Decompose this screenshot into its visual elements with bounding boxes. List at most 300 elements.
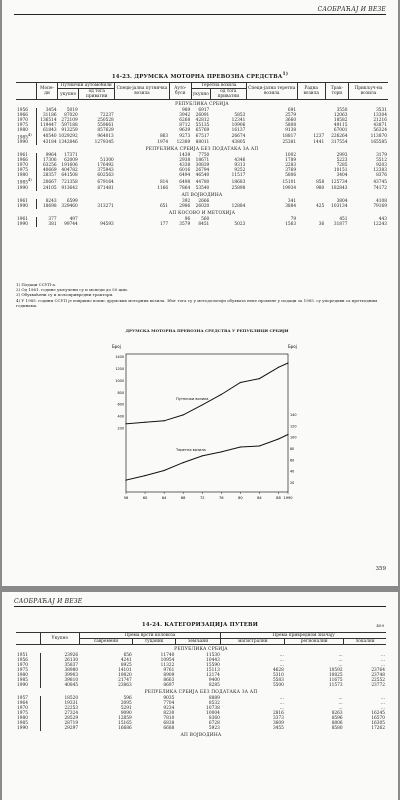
table-cell: 99744 bbox=[64, 221, 78, 227]
table-cell: 18698 bbox=[42, 203, 57, 209]
table-cell: 2938 bbox=[179, 158, 191, 164]
series-point bbox=[144, 475, 145, 476]
row-year-text: 1975 bbox=[17, 711, 28, 716]
table-cell: 651 bbox=[159, 203, 169, 209]
table-cell: 3579 bbox=[179, 221, 191, 227]
table-cell: 2986 bbox=[179, 203, 191, 209]
series-line bbox=[126, 435, 288, 481]
table-cell: 602563 bbox=[97, 173, 114, 179]
table-cell: 341 bbox=[287, 198, 297, 204]
series-point bbox=[164, 470, 165, 471]
table-cell: 62009 bbox=[64, 158, 78, 164]
running-header-left: САОБРАЋАЈ И ВЕЗЕ bbox=[14, 598, 83, 605]
row-year-text: 1975 bbox=[17, 123, 28, 128]
year-col-header bbox=[16, 83, 37, 100]
col-work: Радна возила bbox=[297, 83, 325, 100]
series-label: Путнички возила bbox=[176, 396, 209, 401]
table-cell: 43745 bbox=[373, 179, 387, 185]
table-cell: 39810 bbox=[64, 678, 79, 683]
table-cell: 53540 bbox=[195, 185, 210, 191]
table-cell: 4241 bbox=[120, 658, 132, 663]
table-cell: 12859 bbox=[118, 716, 132, 721]
table-cell: 5500 bbox=[272, 683, 284, 688]
table-cell: 10906 bbox=[231, 123, 246, 128]
series-point bbox=[287, 434, 288, 435]
vehicles-table bbox=[16, 82, 388, 227]
left-unit-label: Број bbox=[112, 344, 121, 349]
table-cell: 9252 bbox=[234, 168, 246, 174]
table-cell: 17371 bbox=[64, 153, 78, 159]
table-cell: 165585 bbox=[370, 140, 387, 146]
right-tick-label: 140 bbox=[290, 413, 297, 417]
table-cell: 497 bbox=[69, 216, 78, 222]
col-buses: Ауто-буси bbox=[169, 83, 191, 100]
footnote: 1) Подаци ССУП-а. bbox=[16, 282, 57, 287]
table-cell: 16245 bbox=[371, 711, 385, 716]
col-regional: регионални bbox=[285, 639, 344, 645]
table-cell: 8263 bbox=[331, 711, 343, 716]
table-cell: 8243 bbox=[45, 198, 57, 204]
table-cell: 23764 bbox=[371, 668, 385, 673]
col-cars-private: од тога приватни bbox=[79, 89, 115, 100]
table-cell: 96 bbox=[184, 216, 191, 222]
footnote: 4) У 1985. години ССУП је извршио попис друмских моторних возила. Због тога су у методологији обухвата неке промене у подаци за 1985. су упоредиви са претходним годинама. bbox=[16, 297, 378, 308]
table-cell: 23863 bbox=[118, 683, 132, 688]
table-cell: 11517 bbox=[231, 173, 246, 179]
row-year-text: 1990 bbox=[17, 683, 28, 688]
table-cell: 8909 bbox=[163, 673, 175, 678]
row-year-text: 1985 bbox=[17, 135, 28, 141]
table-cell: 72237 bbox=[100, 113, 114, 118]
left-tick-label: 600 bbox=[117, 402, 124, 407]
table-cell: 4346 bbox=[234, 158, 246, 164]
table-cell: 88011 bbox=[195, 140, 210, 146]
table-cell: 8230 bbox=[163, 711, 175, 716]
table-cell: 10592 bbox=[328, 668, 343, 673]
table-cell: 38980 bbox=[64, 668, 79, 673]
table-cell: 641508 bbox=[61, 173, 78, 179]
table2-title: 14-24. КАТЕГОРИЗАЦИЈА ПУТЕВИ bbox=[141, 622, 259, 628]
table-cell: 2283 bbox=[285, 163, 297, 169]
table-cell: ... bbox=[380, 701, 385, 706]
roads-table bbox=[16, 632, 386, 739]
table-cell: 36 bbox=[318, 221, 325, 227]
table-cell: 8285 bbox=[208, 683, 220, 688]
table-row bbox=[16, 178, 388, 185]
footnote: 3) Обухваћени су и пољопривредни трактори. bbox=[16, 292, 114, 298]
table-cell: 61843 bbox=[42, 128, 57, 133]
table-cell: 5310 bbox=[272, 673, 284, 678]
table-cell: 1441 bbox=[313, 140, 325, 146]
col-trucks-private: од тога приватни bbox=[210, 89, 246, 100]
table-cell: 21216 bbox=[373, 118, 387, 123]
table-cell: 9761 bbox=[163, 668, 175, 673]
table-cell: 16305 bbox=[371, 721, 385, 726]
table-cell: 12341 bbox=[231, 118, 246, 123]
table-cell: 11675 bbox=[328, 678, 343, 683]
axis-ticks bbox=[115, 355, 296, 500]
table-cell: 863 bbox=[159, 134, 169, 140]
table-cell: 40845 bbox=[64, 683, 79, 688]
table-cell: 9639 bbox=[179, 128, 191, 133]
row-year-text: 1961 bbox=[17, 198, 28, 204]
table-cell: 4108 bbox=[376, 198, 387, 204]
table-cell: 2666 bbox=[198, 198, 210, 204]
table-cell: 26091 bbox=[195, 113, 210, 118]
table-cell: 3884 bbox=[285, 203, 297, 209]
table-cell: 119447 bbox=[40, 123, 57, 128]
section-title: АП ВОЈВОДИНА bbox=[180, 733, 222, 738]
table-cell: 176492 bbox=[97, 163, 114, 169]
table-cell: 22552 bbox=[371, 678, 385, 683]
vehicles-table-body bbox=[16, 100, 388, 227]
table-cell: 5806 bbox=[285, 173, 297, 179]
table-cell: 1166 bbox=[157, 185, 169, 191]
series-point bbox=[202, 404, 203, 405]
row-year-text: 1985 bbox=[17, 678, 28, 683]
year2-col-header bbox=[16, 633, 41, 645]
table-cell: 43871 bbox=[373, 123, 387, 128]
table-cell: 3550 bbox=[336, 108, 348, 113]
table-cell: 2816 bbox=[272, 711, 284, 716]
table-cell: 87020 bbox=[64, 113, 78, 118]
table-cell: 9090 bbox=[120, 711, 132, 716]
table-cell: 55135 bbox=[195, 123, 210, 128]
table-cell: 67517 bbox=[195, 134, 210, 140]
row-year-text: 1985 bbox=[17, 180, 28, 186]
table-cell: ... bbox=[338, 701, 343, 706]
series-label: Теретна возила bbox=[176, 447, 206, 452]
row-footnote-mark: 4) bbox=[27, 133, 32, 137]
series-lines bbox=[125, 362, 288, 480]
row-year-text: 1970 bbox=[17, 163, 28, 169]
table-cell: 42812 bbox=[195, 118, 210, 123]
table-cell: 989 bbox=[182, 108, 191, 113]
series-point bbox=[183, 414, 184, 415]
table-cell: 12884 bbox=[231, 203, 246, 209]
table-cell: 49115 bbox=[333, 123, 348, 128]
x-tick-label: 64 bbox=[161, 496, 167, 500]
row-year-text: 1990 bbox=[17, 185, 28, 191]
table-cell: ... bbox=[380, 653, 385, 658]
table-cell: 7750 bbox=[198, 153, 210, 159]
table-cell: 8376 bbox=[376, 173, 387, 179]
table-cell: 11530 bbox=[206, 653, 220, 658]
row-year-text: 1980 bbox=[17, 716, 28, 721]
table-cell: 8580 bbox=[331, 726, 343, 731]
table-cell: 1029292 bbox=[58, 134, 78, 140]
table-cell: 9138 bbox=[285, 128, 297, 133]
left-tick-label: 400 bbox=[117, 414, 124, 419]
series-point bbox=[164, 420, 165, 421]
table-cell: 103134 bbox=[331, 203, 348, 209]
table-cell: 22253 bbox=[64, 706, 79, 711]
table-cell: 5512 bbox=[376, 158, 387, 164]
right-tick-label: 40 bbox=[290, 469, 295, 474]
table-cell: 3660 bbox=[285, 118, 297, 123]
series-point bbox=[125, 423, 126, 424]
series-point bbox=[183, 462, 184, 463]
series-point bbox=[278, 438, 279, 439]
row-year-text: 1975 bbox=[17, 168, 28, 174]
table-cell: 329460 bbox=[61, 203, 78, 209]
roads-table-body bbox=[16, 645, 386, 740]
table-cell: 11322 bbox=[160, 663, 175, 668]
row-year-text: 1964 bbox=[17, 701, 28, 706]
table-cell: 3609 bbox=[272, 721, 284, 726]
table-cell: 35837 bbox=[64, 663, 79, 668]
table-cell: 857629 bbox=[97, 128, 114, 133]
x-tick-label: 76 bbox=[219, 496, 224, 500]
table-cell: 21747 bbox=[118, 678, 132, 683]
table-cell: 8806 bbox=[331, 721, 343, 726]
section-header-row bbox=[16, 209, 388, 217]
table-cell: 871481 bbox=[97, 185, 114, 191]
col-trucks: Теретна возила bbox=[191, 83, 246, 89]
table-cell: 10004 bbox=[206, 711, 220, 716]
table-cell: 12174 bbox=[206, 673, 220, 678]
col-passenger-cars: Путнички аутомобили bbox=[58, 83, 115, 89]
row-year-text: 1990 bbox=[17, 221, 28, 227]
right-tick-label: 60 bbox=[290, 458, 295, 463]
table-cell: 18817 bbox=[282, 134, 297, 140]
table-cell: 1237 bbox=[313, 134, 325, 140]
table-cell: 6498 bbox=[179, 179, 191, 185]
table-cell: 8360 bbox=[208, 716, 220, 721]
table-cell: 1439 bbox=[179, 153, 191, 159]
col-main: магистрални bbox=[221, 639, 285, 645]
x-tick-label: 1990 bbox=[283, 496, 293, 500]
table-cell: 24105 bbox=[42, 185, 57, 191]
table-cell: 250528 bbox=[97, 118, 114, 123]
table-cell: 11573 bbox=[328, 683, 343, 688]
table-cell: 1342846 bbox=[58, 140, 78, 146]
row-year-text: 1990 bbox=[17, 140, 28, 146]
table-cell: 16686 bbox=[118, 726, 132, 731]
series-point bbox=[259, 445, 260, 446]
table-cell: 8451 bbox=[198, 221, 210, 227]
series-point bbox=[221, 451, 222, 452]
table-cell: 25381 bbox=[282, 140, 297, 146]
table-cell: 14101 bbox=[118, 668, 132, 673]
row-year-text: 1975 bbox=[17, 668, 28, 673]
series-point bbox=[287, 362, 288, 363]
table-cell: 16137 bbox=[231, 128, 246, 133]
table-cell: 381 bbox=[48, 221, 57, 227]
table-cell: 5291 bbox=[120, 706, 132, 711]
table-cell: 317554 bbox=[331, 140, 348, 146]
table-cell: 43805 bbox=[231, 140, 246, 146]
row-year bbox=[16, 133, 37, 140]
x-tick-label: 84 bbox=[257, 496, 262, 500]
table-cell: 17306 bbox=[42, 158, 57, 164]
table-cell: 8712 bbox=[179, 123, 191, 128]
section-title: РЕПУБЛИКА СРБИЈА bbox=[175, 102, 229, 107]
table-row bbox=[16, 140, 388, 145]
table-title-text: 14-23. ДРУМСКА МОТОРНА ПРЕВОЗНА СРЕДСТВА bbox=[111, 73, 283, 80]
table-cell: 19331 bbox=[64, 701, 79, 706]
row-year-text: 1966 bbox=[17, 158, 28, 164]
table-cell: 6599 bbox=[66, 198, 78, 204]
table-cell: 858 bbox=[316, 179, 325, 185]
left-tick-label: 1200 bbox=[115, 366, 124, 371]
table-cell: 79169 bbox=[373, 203, 387, 209]
row-year-text: 1966 bbox=[17, 113, 28, 118]
table-cell: 7704 bbox=[163, 701, 175, 706]
table-cell: 25898 bbox=[231, 185, 246, 191]
table-cell: 23926 bbox=[64, 653, 79, 658]
col-trucks-total: укупно bbox=[191, 89, 210, 100]
table-cell: 23748 bbox=[371, 673, 385, 678]
col-gravel: туцаник bbox=[133, 639, 176, 645]
table-cell: 10443 bbox=[206, 658, 220, 663]
table-cell: 74172 bbox=[373, 185, 387, 191]
table-cell: 12389 bbox=[176, 140, 191, 146]
row-year-text: 1980 bbox=[17, 128, 28, 133]
table-cell: 15113 bbox=[206, 668, 220, 673]
row-year-text: 1957 bbox=[17, 696, 28, 701]
table-cell: 272109 bbox=[61, 118, 78, 123]
table-cell: 19934 bbox=[282, 185, 297, 191]
table-cell: 425 bbox=[316, 203, 325, 209]
table-cell: 9273 bbox=[179, 134, 191, 140]
table-cell: 10738 bbox=[206, 706, 220, 711]
table-cell: ... bbox=[279, 696, 284, 701]
table-cell: ... bbox=[338, 663, 343, 668]
table-cell: 8596 bbox=[331, 716, 343, 721]
table-cell: 691 bbox=[287, 108, 297, 113]
footnotes bbox=[16, 282, 388, 308]
table-cell: 12383 bbox=[373, 168, 387, 174]
table-cell: 404782 bbox=[61, 168, 78, 174]
col-local: локални bbox=[344, 639, 386, 645]
row-year-text: 1990 bbox=[17, 726, 28, 731]
table-cell: ... bbox=[279, 663, 284, 668]
table-cell: 67001 bbox=[333, 128, 348, 133]
table-cell: 8663 bbox=[163, 678, 175, 683]
right-tick-label: 120 bbox=[290, 424, 297, 429]
table-cell: 5223 bbox=[336, 158, 348, 164]
table-cell: 1002 bbox=[285, 153, 297, 159]
table-cell: 8889 bbox=[208, 696, 220, 701]
table-cell: 79 bbox=[290, 216, 297, 222]
table-cell: 443 bbox=[378, 216, 387, 222]
section-title: РЕПУБЛИКА СРБИЈА БЕЗ ПОДАТАКА ЗА АП bbox=[145, 147, 259, 153]
table-cell: 5923 bbox=[208, 726, 220, 731]
right-tick-label: 20 bbox=[290, 481, 295, 485]
table-cell: 6268 bbox=[179, 118, 191, 123]
row-year-text: 1961 bbox=[17, 153, 28, 159]
series-line bbox=[126, 363, 288, 424]
page-number: 359 bbox=[375, 566, 386, 572]
series-point bbox=[202, 455, 203, 456]
table-cell: 2993 bbox=[336, 153, 348, 159]
table-cell: 7810 bbox=[163, 716, 175, 721]
series-point bbox=[125, 480, 126, 481]
table-cell: ... bbox=[338, 658, 343, 663]
table-cell: 46540 bbox=[195, 173, 210, 179]
table-cell: 40669 bbox=[42, 168, 57, 174]
col-earth: земљани bbox=[175, 639, 221, 645]
table-cell: 94593 bbox=[100, 221, 114, 227]
series-point bbox=[240, 446, 241, 447]
table-cell: 56324 bbox=[373, 128, 387, 133]
table-cell: 7285 bbox=[336, 163, 348, 169]
table-cell: 3373 bbox=[272, 716, 284, 721]
table-cell: 28719 bbox=[64, 721, 79, 726]
table-cell: 26020 bbox=[195, 203, 210, 209]
section-title: РЕПУБЛИКА СРБИЈА bbox=[174, 647, 228, 652]
table-cell: 3769 bbox=[285, 168, 297, 174]
x-tick-label: 80 bbox=[238, 496, 243, 500]
table-cell: 113870 bbox=[370, 134, 387, 140]
table-cell: 375943 bbox=[97, 168, 114, 174]
table-cell: 9203 bbox=[376, 163, 387, 169]
table-cell: 26674 bbox=[231, 134, 246, 140]
table-cell: 6688 bbox=[163, 726, 175, 731]
table-row bbox=[16, 133, 388, 140]
table-cell: 4628 bbox=[272, 668, 284, 673]
table-cell: 597188 bbox=[61, 123, 78, 128]
table2-code: 409 bbox=[376, 623, 384, 628]
table-cell: 43184 bbox=[42, 140, 57, 146]
row-year bbox=[16, 178, 37, 185]
table-cell: 377 bbox=[48, 216, 57, 222]
table-cell: 9234 bbox=[163, 706, 175, 711]
col-cars-total: укупно bbox=[58, 89, 79, 100]
table-cell: 11740 bbox=[160, 653, 175, 658]
table-cell: 814 bbox=[159, 179, 169, 185]
table-cell: 6494 bbox=[179, 173, 191, 179]
table-cell: 191606 bbox=[61, 163, 78, 169]
table-cell: 26794 bbox=[195, 168, 210, 174]
table-row bbox=[16, 204, 388, 209]
table-cell: ... bbox=[279, 706, 284, 711]
left-tick-label: 1400 bbox=[115, 355, 124, 359]
table-cell: 6917 bbox=[198, 108, 210, 113]
col-mopeds: Мопе-ди bbox=[37, 83, 58, 100]
table-title-footnote: 1) bbox=[282, 72, 289, 77]
table-cell: 12243 bbox=[373, 221, 387, 227]
row-year-text: 1990 bbox=[17, 203, 28, 209]
table-cell: 913642 bbox=[61, 185, 78, 191]
plot-frame bbox=[126, 354, 288, 492]
table-cell: 20667 bbox=[42, 179, 57, 185]
document-page-359 bbox=[2, 0, 398, 586]
section-header-row bbox=[16, 191, 388, 199]
col-modern: савремени bbox=[79, 639, 133, 645]
series-point bbox=[259, 378, 260, 379]
table-cell: 656 bbox=[123, 653, 132, 658]
table-cell: 31186 bbox=[42, 113, 57, 118]
table-cell: 31877 bbox=[333, 221, 348, 227]
col-trailers: Прикључ-на возила bbox=[349, 83, 388, 100]
table-cell: 8925 bbox=[120, 663, 132, 668]
series-point bbox=[278, 367, 279, 368]
col-special-cargo: Специ-јална теретна возила bbox=[246, 83, 297, 100]
table-cell: ... bbox=[338, 706, 343, 711]
table-cell: 559661 bbox=[97, 123, 114, 128]
table-cell: 13304 bbox=[373, 113, 387, 118]
table-cell: ... bbox=[380, 696, 385, 701]
table-cell: ... bbox=[279, 701, 284, 706]
table-title bbox=[2, 72, 398, 80]
table-cell: 1789 bbox=[285, 158, 297, 164]
right-tick-label: 100 bbox=[290, 435, 297, 440]
table-cell: 980 bbox=[316, 185, 325, 191]
table-row bbox=[16, 222, 388, 227]
col-special: Специ-јална путничка возила bbox=[115, 83, 169, 100]
